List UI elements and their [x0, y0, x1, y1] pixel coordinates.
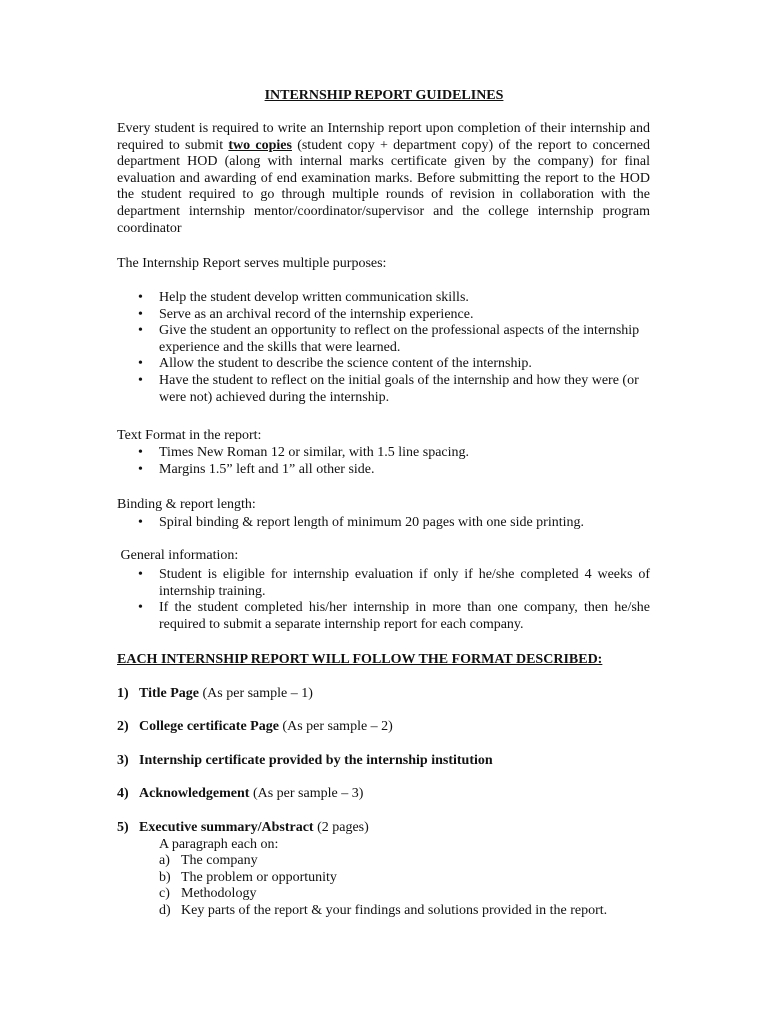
section-number: 5): [117, 820, 129, 835]
binding-heading: Binding & report length:: [117, 497, 256, 512]
intro-text-after: (student copy + department copy) of the report to concerned department HOD (along with internal marks certificate given by the company) for final evaluation and awarding of end examination marks. Before submitting the report to the HOD the student required to go through multiple rounds of revision in collaboration with the department internship mentor/coordinator/supervisor and the college internship program coordinator: [117, 137, 651, 236]
list-item: • Help the student develop written communication skills.: [117, 290, 650, 307]
section-note: (As per sample – 2): [278, 719, 393, 734]
list-item: • Allow the student to describe the science content of the internship.: [117, 356, 650, 373]
general-list: [117, 567, 650, 633]
summary-lead: A paragraph each on:: [159, 837, 279, 852]
item-letter: d): [159, 902, 171, 918]
section-label: College certificate Page: [139, 719, 279, 734]
list-item: • Student is eligible for internship evaluation if only if he/she completed 4 weeks of internship training.: [117, 567, 650, 600]
section-number: 1): [117, 686, 129, 701]
section-note: (As per sample – 1): [199, 686, 313, 701]
intro-text-before: Every student is required to write an Internship report upon completion of their internship and required to submit: [117, 121, 650, 153]
list-item: [159, 853, 659, 870]
item-letter: c): [159, 886, 170, 902]
section-college-certificate: [117, 719, 657, 736]
section-label: Title Page: [139, 686, 200, 701]
purposes-heading: The Internship Report serves multiple purposes:: [117, 256, 387, 271]
text-format-list: [117, 445, 650, 478]
list-item: • Times New Roman 12 or similar, with 1.5 line spacing.: [117, 445, 650, 462]
section-label: Internship certificate provided by the internship institution: [139, 753, 493, 768]
list-item: • Spiral binding & report length of minimum 20 pages with one side printing.: [117, 515, 650, 532]
general-heading: General information:: [117, 548, 239, 563]
section-title-page: [117, 686, 657, 703]
list-item: • Serve as an archival record of the internship experience.: [117, 307, 650, 324]
list-item: [159, 886, 659, 903]
item-text: The company: [181, 853, 258, 868]
section-number: 3): [117, 753, 129, 768]
item-letter: b): [159, 869, 171, 885]
section-note: (As per sample – 3): [249, 786, 364, 801]
section-number: 4): [117, 786, 129, 801]
list-item: [159, 870, 659, 887]
section-acknowledgement: [117, 786, 657, 803]
item-letter: a): [159, 853, 170, 868]
binding-list: [117, 515, 650, 532]
purposes-list: [117, 290, 650, 406]
list-item: • If the student completed his/her internship in more than one company, then he/she required to submit a separate internship report for each company.: [117, 600, 650, 633]
section-internship-certificate: [117, 753, 657, 770]
section-label: Executive summary/Abstract: [139, 820, 314, 835]
item-text: Key parts of the report & your findings and solutions provided in the report.: [181, 902, 608, 918]
section-number: 2): [117, 719, 129, 734]
section-label: Acknowledgement: [139, 786, 250, 801]
list-item: • Give the student an opportunity to reflect on the professional aspects of the internship experience and the skills that were learned.: [117, 323, 650, 356]
item-text: Methodology: [181, 886, 257, 902]
list-item: • Margins 1.5” left and 1” all other side.: [117, 462, 650, 479]
item-text: The problem or opportunity: [181, 869, 337, 885]
section-note: (2 pages): [313, 820, 369, 835]
text-format-heading: Text Format in the report:: [117, 428, 262, 443]
page-title: INTERNSHIP REPORT GUIDELINES: [264, 88, 504, 103]
format-heading: EACH INTERNSHIP REPORT WILL FOLLOW THE FORMAT DESCRIBED:: [117, 652, 603, 667]
list-item: • Have the student to reflect on the initial goals of the internship and how they were (or were not) achieved during the internship.: [117, 373, 650, 406]
summary-list: [159, 853, 659, 919]
intro-paragraph: [117, 121, 650, 237]
list-item: [159, 903, 659, 920]
intro-emphasis: two copies: [228, 137, 292, 153]
section-executive-summary: [117, 820, 657, 837]
